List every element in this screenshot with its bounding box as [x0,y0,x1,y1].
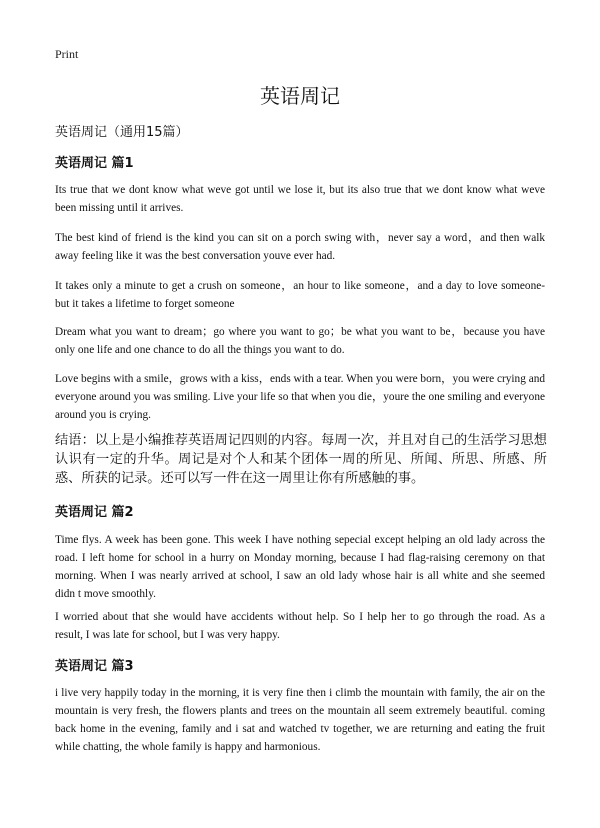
paragraph: i live very happily today in the morning, it is very fine then i climb the mountain with family, the air on the mountain is very fresh, the flowers plants and trees on the mountain all seem extremely beautiful. coming back home in the evening, family and i sat and watched tv together, we are returning and eating the fruit while chatting, the whole family is happy and harmonious. [55,687,545,753]
paragraph: Its true that we dont know what weve got until we lose it, but its also true that we dont know what weve been missing until it arrives. [55,184,545,214]
paragraph: Love begins with a smile，grows with a kiss，ends with a tear. When you were born，you were crying and everyone around you was smiling. Live your life so that when you die，youre the one smiling and everyone around you is crying. [55,373,545,421]
paragraph: It takes only a minute to get a crush on someone，an hour to like someone，and a day to love someone- but it takes a lifetime to forget someone [55,280,545,310]
paragraph: I worried about that she would have accidents without help. So I help her to go through the road. As a result, I was late for school, but I was very happy. [55,611,545,641]
section-heading-3: 英语周记 篇3 [55,659,134,674]
summary-paragraph: 结语：以上是小编推荐英语周记四则的内容。每周一次，并且对自己的生活学习思想认识有一定的升华。周记是对个人和某个团体一周的所见、所闻、所思、所感、所惑、所获的记录。还可以写一件在这一周里让你有所感触的事。 [55,433,547,486]
paragraph: Dream what you want to dream；go where you want to go；be what you want to be，because you have only one life and one chance to do all the things you want to do. [55,326,545,356]
document-title: 英语周记 [260,84,340,108]
paragraph: Time flys. A week has been gone. This week I have nothing sepecial except helping an old lady across the road. I left home for school in a hurry on Monday morning, because I had flag-raising ceremony on that morning. When I was nearly arrived at school, I saw an old lady whose hair is all white and she seemed didn t move smoothly. [55,534,545,600]
section-heading-1: 英语周记 篇1 [55,156,134,171]
document-subtitle: 英语周记（通用15篇） [55,125,189,140]
print-link[interactable]: Print [55,47,79,61]
paragraph: The best kind of friend is the kind you can sit on a porch swing with，never say a word，and then walk away feeling like it was the best conversation youve ever had. [55,232,545,262]
section-heading-2: 英语周记 篇2 [55,505,134,520]
